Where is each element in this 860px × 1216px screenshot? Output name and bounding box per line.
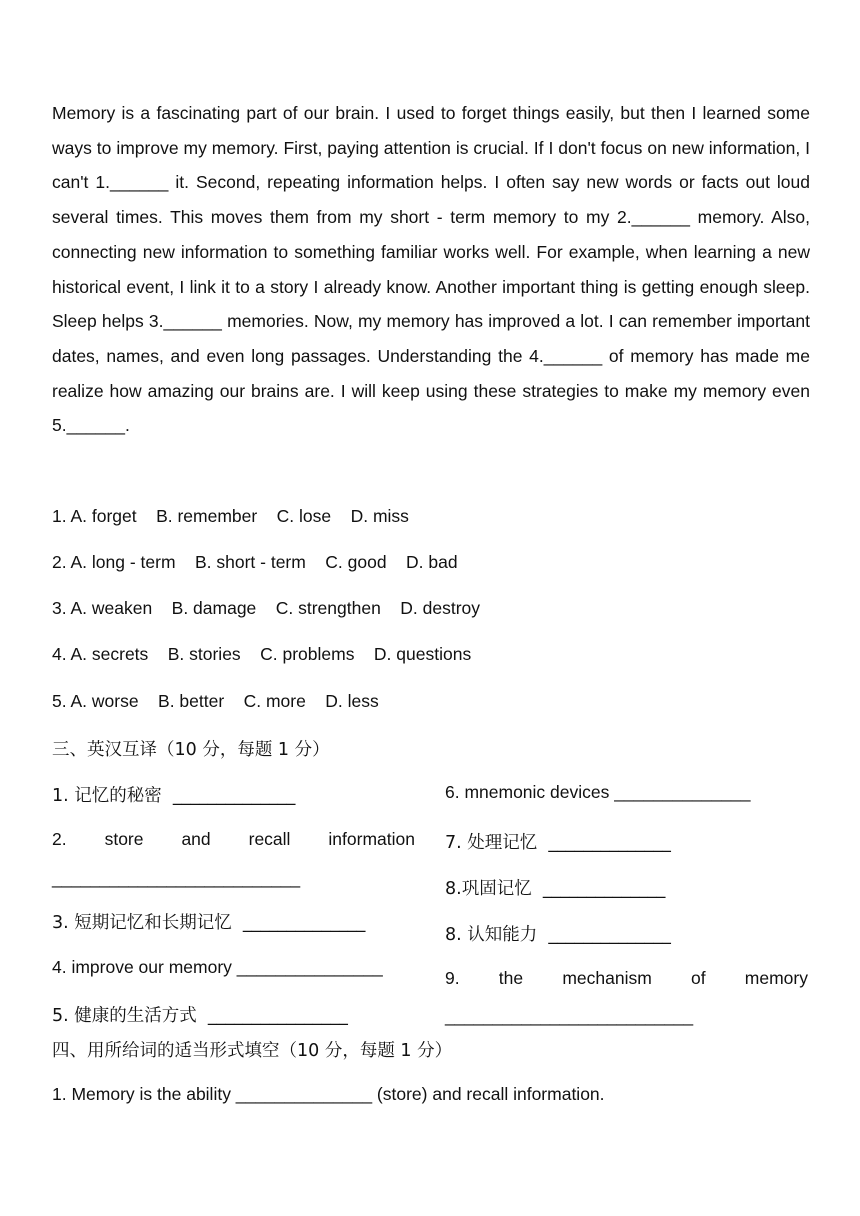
section-3-heading: 三、英汉互译（10 分，每题 1 分） bbox=[52, 740, 330, 760]
option-row-3: 3. A. weaken B. damage C. strengthen D. destroy bbox=[52, 598, 480, 618]
item-9-word: of bbox=[690, 968, 706, 988]
translation-item-2 bbox=[52, 829, 415, 850]
translation-item-8a: 8.巩固记忆 ______________ bbox=[445, 879, 666, 899]
translation-item-1: 1. 记忆的秘密 ______________ bbox=[52, 786, 296, 806]
item-2-word: store bbox=[104, 829, 144, 849]
translation-item-4: 4. improve our memory _______________ bbox=[52, 957, 383, 977]
translation-item-5: 5. 健康的生活方式 ________________ bbox=[52, 1006, 348, 1026]
fill-in-item-1: 1. Memory is the ability ______________ (store) and recall information. bbox=[52, 1084, 605, 1104]
item-2-word: information bbox=[328, 829, 415, 849]
option-row-5: 5. A. worse B. better C. more D. less bbox=[52, 691, 379, 711]
option-row-2: 2. A. long - term B. short - term C. good D. bad bbox=[52, 552, 458, 572]
translation-item-6: 6. mnemonic devices ______________ bbox=[445, 782, 751, 802]
translation-item-2-blank: __________________________ bbox=[52, 868, 300, 888]
item-2-word: 2. bbox=[52, 829, 67, 849]
translation-item-7: 7. 处理记忆 ______________ bbox=[445, 833, 671, 853]
item-9-word: 9. bbox=[445, 968, 460, 988]
translation-item-3: 3. 短期记忆和长期记忆 ______________ bbox=[52, 913, 366, 933]
item-2-word: and bbox=[181, 829, 211, 849]
section-4-heading: 四、用所给词的适当形式填空（10 分，每题 1 分） bbox=[52, 1041, 453, 1061]
translation-item-9-blank: __________________________ bbox=[445, 1006, 693, 1026]
item-9-word: the bbox=[498, 968, 524, 988]
translation-item-8b: 8. 认知能力 ______________ bbox=[445, 925, 671, 945]
item-2-word: recall bbox=[248, 829, 291, 849]
option-row-1: 1. A. forget B. remember C. lose D. miss bbox=[52, 506, 409, 526]
translation-item-9 bbox=[445, 968, 808, 989]
item-9-word: mechanism bbox=[562, 968, 652, 988]
cloze-passage: Memory is a fascinating part of our brain. I used to forget things easily, but then I learned some ways to improve my memory. First, paying attention is crucial. If I don't focus on new information, I can't 1.______ it. Second, repeating information helps. I often say new words or facts out loud several times. This moves them from my short - term memory to my 2.______ memory. Also, connecting new information to something familiar works well. For example, when learning a new historical event, I link it to a story I already know. Another important thing is getting enough sleep. Sleep helps 3.______ memories. Now, my memory has improved a lot. I can remember important dates, names, and even long passages. Understanding the 4.______ of memory has made me realize how amazing our brains are. I will keep using these strategies to make my memory even 5.______. bbox=[52, 103, 810, 436]
item-9-word: memory bbox=[744, 968, 808, 988]
option-row-4: 4. A. secrets B. stories C. problems D. questions bbox=[52, 644, 472, 664]
